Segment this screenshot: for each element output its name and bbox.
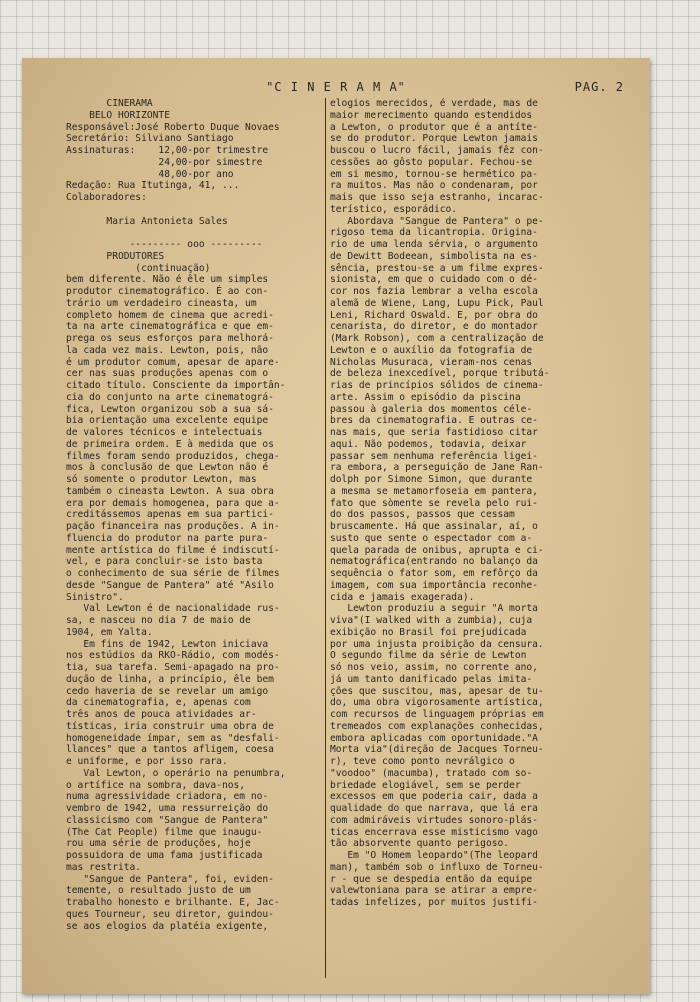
text-line: de beleza inexcedível, porque tributá- <box>330 368 550 380</box>
text-line: PRODUTORES <box>66 250 165 262</box>
typewritten-page <box>22 58 650 994</box>
text-line: (The Cat People) filme que inaugu- <box>66 826 263 838</box>
text-line: Lewton e o auxílio da fotografia de <box>330 344 533 356</box>
text-line: temente, o resultado justo de um <box>66 885 251 897</box>
text-line: rias de princípios sólidos de cinema- <box>330 380 544 391</box>
text-line: "Sangue de Pantera", foi, eviden- <box>66 873 274 885</box>
text-line: Abordava "Sangue de Pantera" o pe- <box>330 215 544 227</box>
text-line: 48,00-por ano <box>66 168 234 180</box>
text-line: Sinistro". <box>66 591 124 603</box>
text-line: nematográfica(entrando no balanço da <box>330 556 538 568</box>
text-line: completo homem de cinema que acredi- <box>66 309 274 321</box>
text-line: trabalho honesto e brilhante. E, Jac- <box>66 897 280 908</box>
text-line: vel, e para concluir-se isto basta <box>66 556 263 568</box>
text-line: se aos elogios da platéia exigente, <box>66 920 269 932</box>
text-line: também o cineasta Lewton. A sua obra <box>66 485 274 497</box>
text-line: nas mais, que seria fastidioso citar <box>330 427 538 438</box>
text-line: "voodoo" (macumba), tratado com so- <box>330 767 533 779</box>
text-line: rigoso tema da licantropia. Origina- <box>330 227 538 239</box>
text-line: imagem, com sua importância reconhe- <box>330 579 538 591</box>
text-line <box>66 227 321 239</box>
text-line: mente artística do filme é indiscutí- <box>66 544 280 556</box>
text-line: bem diferente. Não é êle um simples <box>66 274 269 286</box>
text-line: r - que se despedia então da equipe <box>330 873 533 885</box>
text-line: Morta via"(direção de Jacques Torneu- <box>330 744 544 756</box>
text-line: homogeneidade ímpar, sem as "desfali- <box>66 732 280 744</box>
text-line: Redação: Rua Itutinga, 41, ... <box>66 180 240 192</box>
text-line: passar sem nenhuma referência ligei- <box>330 450 538 462</box>
text-line: (continuação) <box>66 262 211 274</box>
text-line: só somente o produtor Lewton, mas <box>66 474 257 485</box>
text-line: classicismo com "Sangue de Pantera" <box>66 814 269 826</box>
text-line: desde "Sangue de Pantera" até "Asilo <box>66 579 274 591</box>
text-line: mas restrita. <box>66 861 142 873</box>
text-line: 24,00-por simestre <box>66 156 263 168</box>
text-line: Val Lewton é de nacionalidade rus- <box>66 603 280 615</box>
text-line: com recursos de linguagem próprias em <box>330 709 544 720</box>
text-line: vembro de 1942, uma ressurreição do <box>66 803 269 814</box>
text-line: briedade elogiável, sem se perder <box>330 779 521 791</box>
text-line: se do produtor. Porque Lewton jamais <box>330 133 538 145</box>
text-line: Maria Antonieta Sales <box>66 215 228 227</box>
text-line: Secretário: Silviano Santiago <box>66 133 234 145</box>
text-line: de valores técnicos e intelectuais <box>66 427 263 438</box>
text-line: e uniforme, e por isso rara. <box>66 756 228 767</box>
text-line: cia do conjunto na arte cinematográ- <box>66 391 274 403</box>
text-line: Em "O Homem leopardo"(The leopard <box>330 850 538 861</box>
text-line: maior merecimento quando estendidos <box>330 109 533 121</box>
text-line: três anos de pouca atividades ar- <box>66 709 257 720</box>
text-line: la cada vez mais. Lewton, pois, não <box>66 344 269 356</box>
text-line: tia, sua tarefa. Semi-apagado na pro- <box>66 662 280 673</box>
text-line: (Mark Robson), com a centralização de <box>330 333 544 344</box>
text-line: fluencia do produtor na parte pura- <box>66 532 269 544</box>
text-line: possuidora de uma fama justificada <box>66 850 263 861</box>
text-line: cessões ao gôsto popular. Fechou-se <box>330 156 533 168</box>
text-line: é um produtor comum, apesar de apare- <box>66 356 280 368</box>
text-line: ções que suscitou, mas, apesar de tu- <box>330 685 544 697</box>
text-line: de Dewitt Bodeean, simbolista na es- <box>330 250 538 262</box>
text-line: tão absorvente quanto perigoso. <box>330 838 510 850</box>
text-line: da cinematografia, e, apenas com <box>66 697 251 709</box>
text-line: a mesma se metamorfoseia em pantera, <box>330 485 538 497</box>
text-line: Nicholas Musuraca, vieram-nos cenas <box>330 356 533 368</box>
text-line: bruscamente. Há que assinalar, aí, o <box>330 521 538 532</box>
text-line: fato que sòmente se revela pelo rui- <box>330 497 538 509</box>
text-line: Em fins de 1942, Lewton iniciava <box>66 638 269 650</box>
text-line: mos à conclusão de que Lewton não é <box>66 462 269 474</box>
text-line <box>66 204 321 216</box>
text-line: nos estúdios da RKO-Rádio, com modés- <box>66 650 280 662</box>
text-line: rou uma série de produções, hoje <box>66 838 251 850</box>
text-line: por uma injusta proibição da censura. <box>330 638 544 650</box>
text-line: quela parada de onibus, aprupta e ci- <box>330 544 544 556</box>
text-line: man), também sob o influxo de Torneu- <box>330 861 544 873</box>
text-line: excessos em que poderia cair, dada a <box>330 791 538 803</box>
text-line: sa, e nasceu no dia 7 de maio de <box>66 615 251 626</box>
column-divider <box>325 98 326 978</box>
text-line: terístico, esporádico. <box>330 203 458 215</box>
text-line: cer nas suas produções apenas com o <box>66 368 269 380</box>
text-line: do, uma obra vigorosamente artística, <box>330 697 544 709</box>
text-line: a Lewton, o produtor que é a antíte- <box>330 121 538 133</box>
text-line: o conhecimento de sua série de filmes <box>66 568 280 579</box>
text-line: fica, Lewton organizou sob a sua sá- <box>66 403 274 415</box>
text-line: arte. Assim o episódio da piscina <box>330 391 521 403</box>
text-line: Assinaturas: 12,00-por trimestre <box>66 145 269 156</box>
text-line: bia orientação uma excelente equipe <box>66 415 269 427</box>
text-line: ticas encerrava esse misticismo vago <box>330 826 538 838</box>
text-line: sionista, em que o cuidado com o dé- <box>330 274 538 286</box>
text-line: tremeados com explanações conhecidas, <box>330 720 544 732</box>
text-line: só nos veio, assim, no corrente ano, <box>330 662 538 673</box>
text-line: era por demais homogenea, para que a- <box>66 497 280 509</box>
text-line: creditássemos apenas em sua partici- <box>66 509 274 521</box>
text-line: CINERAMA <box>66 98 153 109</box>
text-line: llances" que a tantos afligem, coesa <box>66 744 274 756</box>
text-line: trário um verdadeiro cineasta, um <box>66 297 257 309</box>
text-line: ra muitos. Mas não o condenaram, por <box>330 180 538 192</box>
text-line: do dos passos, passos que cessam <box>330 509 515 521</box>
text-line: Lewton produziu a seguir "A morta <box>330 603 538 615</box>
text-line: Colaboradores: <box>66 192 147 203</box>
text-line: sequência o fator som, em refôrço da <box>330 568 538 579</box>
text-line: BELO HORIZONTE <box>66 109 170 121</box>
text-line: com admiráveis virtudes sonoro-plás- <box>330 814 538 826</box>
right-column <box>330 98 630 909</box>
text-line: ta na arte cinematográfica e que em- <box>66 321 274 333</box>
text-line: elogios merecidos, é verdade, mas de <box>330 98 538 109</box>
text-line: passou à galeria dos momentos céle- <box>330 403 533 415</box>
text-line: cor nos fazia lembrar a velha escola <box>330 286 538 297</box>
text-line: susto que sente o espectador com a- <box>330 532 533 544</box>
text-line: buscou o lucro fácil, jamais fêz con- <box>330 145 544 156</box>
text-line: qualidade do que narrava, que lá era <box>330 803 538 814</box>
text-line: cenarista, do diretor, e do montador <box>330 321 538 333</box>
text-line: citado título. Consciente da importân- <box>66 380 286 391</box>
text-line: embora aplicadas com oportunidade."A <box>330 732 538 744</box>
text-line: dução de linha, a princípio, êle bem <box>66 673 274 685</box>
text-line: de primeira ordem. E à medida que os <box>66 438 274 450</box>
text-line: numa agressividade criadora, em no- <box>66 791 269 803</box>
text-line: Val Lewton, o operário na penumbra, <box>66 767 286 779</box>
text-line: mais que isso seja estranho, incarac- <box>330 192 544 203</box>
text-line: bres da cinematografia. E outras ce- <box>330 415 538 427</box>
text-line: O segundo filme da série de Lewton <box>330 650 527 662</box>
text-line: tadas infelizes, por muitos justifi- <box>330 897 538 908</box>
text-line: 1904, em Yalta. <box>66 626 153 638</box>
left-column <box>66 98 321 932</box>
text-line: produtor cinematográfico. É ao con- <box>66 286 269 297</box>
text-line: já um tanto danificado pelas imita- <box>330 673 533 685</box>
text-line: rio de uma lenda sérvia, o argumento <box>330 239 538 250</box>
text-line: r), teve como ponto nevrálgico o <box>330 756 515 767</box>
text-line: tísticas, iria construir uma obra de <box>66 720 274 732</box>
text-line: cedo haveria de se revelar um amigo <box>66 685 269 697</box>
text-line: sência, prestou-se a um filme expres- <box>330 262 544 274</box>
text-line: Leni, Richard Oswald. E, por obra do <box>330 309 538 321</box>
text-line: valewtoniana para se atirar a empre- <box>330 885 538 897</box>
text-line: ques Tourneur, seu diretor, guindou- <box>66 908 274 920</box>
text-line: viva"(I walked with a zumbia), cuja <box>330 615 533 626</box>
text-line: o artífice na sombra, dava-nos, <box>66 779 246 791</box>
text-line: pação financeira nas produções. A in- <box>66 521 280 532</box>
text-line: alemã de Wiene, Lang, Lupu Pick, Paul <box>330 297 544 309</box>
text-line: cida e jamais exagerada). <box>330 591 475 603</box>
text-line: aqui. Não podemos, todavia, deixar <box>330 438 527 450</box>
text-line: Responsável:José Roberto Duque Novaes <box>66 121 280 133</box>
text-line: dolph por Simone Simon, que durante <box>330 474 533 485</box>
text-line: em si mesmo, tornou-se hermético pa- <box>330 168 538 180</box>
text-line: exibição no Brasil foi prejudicada <box>330 626 527 638</box>
text-line: ra embora, a perseguição de Jane Ran- <box>330 462 544 474</box>
text-line: filmes foram sendo produzidos, chega- <box>66 450 280 462</box>
text-line: prega os seus esforços para melhorá- <box>66 333 274 344</box>
newsletter-title: "C I N E R A M A" <box>266 80 406 94</box>
text-line: --------- ooo --------- <box>66 239 263 250</box>
page-number: PAG. 2 <box>574 80 624 94</box>
